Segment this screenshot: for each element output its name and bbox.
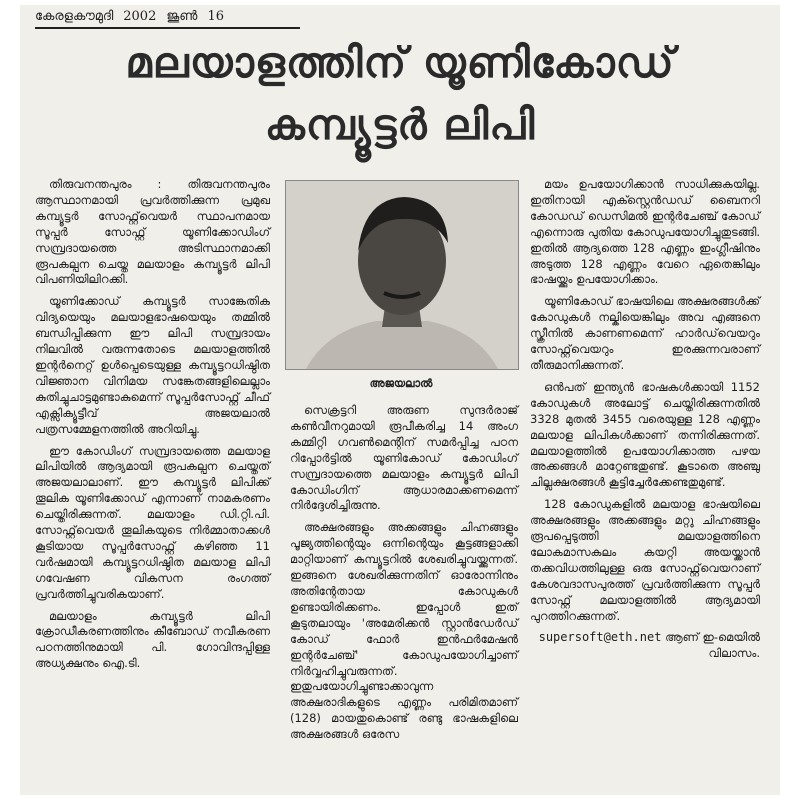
headline-line-2: കമ്പ്യൂട്ടർ ലിപി [264,100,536,149]
paragraph: 128 കോഡുകളിൽ മലയാള ഭാഷയിലെ അക്ഷരങ്ങളും അക്കങ്ങളും മറ്റു ചിഹ്നങ്ങളും രൂപപ്പെടുത്തി മലയാളത്തിനെ ലോകമാസകലം കയറ്റി അയയ്ക്കാൻ തക്കവിധത്തിലുള്ള ഒരു സോഫ്റ്റ്‌വെയറാണ് കേശവദാസപുരത്ത് പ്രവർത്തിക്കുന്ന സൂപ്പർ സോഫ്റ്റ് മലയാളത്തിൽ ആദ്യമായി പുറത്തിറക്കുന്നത്. [530,497,760,623]
masthead [35,5,300,29]
email-suffix: ആണ് ഇ-മെയിൽ വിലാസം. [665,630,760,661]
paragraph: സെക്രട്ടറി അരുണ സുന്ദർരാജ് കൺവീനറുമായി രൂപീകരിച്ച 14 അംഗ കമ്മിറ്റി ഗവൺമെന്റിന് സമർപ്പിച്ച പഠന റിപ്പോർട്ടിൽ യൂണികോഡ് കോഡിംഗ് സമ്പ്രദായത്തെ മലയാളം കമ്പ്യൂട്ടർ ലിപി കോഡിംഗിന് ആധാരമാക്കണമെന്ന് നിർദ്ദേശിച്ചിരുന്നു. [290,403,518,513]
masthead-paper: കേരളകൗമുദി [35,8,114,24]
photo-caption: അജയലാൽ [369,377,433,390]
paragraph: ഈ കോഡിംഗ് സമ്പ്രദായത്തെ മലയാള ലിപിയിൽ ആദ്യമായി രൂപകല്പന ചെയ്തത് അജയലാലാണ്. ഈ കമ്പ്യൂട്ടർ ലിപിക്ക് തൂലിക യൂണിക്കോഡ് എന്നാണ് നാമകരണം ചെയ്തിരിക്കുന്നത്. മലയാളം ഡി.റ്റി.പി. സോഫ്റ്റ്‌വെയർ തൂലികയുടെ നിർമ്മാതാക്കൾ കൂടിയായ സൂപ്പർസോഫ്റ്റ് കഴിഞ്ഞ 11 വർഷമായി കമ്പ്യൂട്ടറധിഷ്ഠിത മലയാള ലിപി ഗവേഷണ വികസന രംഗത്ത് പ്രവർത്തിച്ചുവരികയാണ്. [35,443,270,601]
headline-line-1: മലയാളത്തിന് യൂണികോഡ് [125,38,675,87]
masthead-year: 2002 [123,8,157,24]
email-line [530,630,760,662]
portrait-image [286,181,518,369]
article-column-3 [530,177,760,792]
newspaper-clipping [20,5,780,795]
article-column-1 [35,177,270,792]
masthead-month: ജൂൺ [166,8,198,24]
paragraph: യൂണികോഡ് ഭാഷയിലെ അക്ഷരങ്ങൾക്ക് കോഡുകൾ നല്കിയെങ്കിലും അവ എങ്ങനെ സ്ക്രീനിൽ കാണണമെന്ന് ഹാർഡ്‌വെയറും സോഫ്റ്റ്‌വെയറും ഇരക്കുന്നവരാണ് തീരുമാനിക്കുന്നത്. [530,294,760,372]
article-column-2 [290,403,518,788]
paragraph: യൂണിക്കോഡ് കമ്പ്യൂട്ടർ സാങ്കേതിക വിദ്യയെയും മലയാളഭാഷയെയും തമ്മിൽ ബന്ധിപ്പിക്കുന്ന ഈ ലിപി സമ്പ്രദായം നിലവിൽ വരുന്നതോടെ മലയാളത്തിൽ ഇന്റർനെറ്റ് ഉൾപ്പെടെയുള്ള കമ്പ്യൂട്ടറധിഷ്ഠിത വിജ്ഞാന വിനിമയ സങ്കേതങ്ങളിലെല്ലാം കുതിച്ചുചാട്ടമുണ്ടാകുമെന്ന് സൂപ്പർസോഫ്റ്റ് ചീഫ് എക്സിക്യൂട്ടീവ് അജയലാൽ പത്രസമ്മേളനത്തിൽ അറിയിച്ചു. [35,294,270,436]
paragraph: മയം ഉപയോഗിക്കാൻ സാധിക്കുകയില്ല. ഇതിനായി എക്സ്റ്റെൻഡഡ് ബൈനറി കോഡഡ് ഡെസിമൽ ഇന്റർചേഞ്ച് കോഡ് എന്നൊരു പുതിയ കോഡുപയോഗിച്ചുതുടങ്ങി. ഇതിൽ ആദ്യത്തെ 128 എണ്ണം ഇംഗ്ലീഷിനും അടുത്ത 128 എണ്ണം വേറെ ഏതെങ്കിലും ഭാഷയ്ക്കും ഉപയോഗിക്കാം. [530,177,760,287]
paragraph: തിരുവനന്തപുരം : തിരുവനന്തപുരം ആസ്ഥാനമായി പ്രവർത്തിക്കുന്ന പ്രമുഖ കമ്പ്യൂട്ടർ സോഫ്റ്റ്‌വെയർ സ്ഥാപനമായ സൂപ്പർ സോഫ്റ്റ് യൂണിക്കോഡിംഗ് സമ്പ്രദായത്തെ അടിസ്ഥാനമാക്കി രൂപകല്പന ചെയ്ത മലയാളം കമ്പ്യൂട്ടർ ലിപി വിപണിയിലിറക്കി. [35,177,270,287]
masthead-day: 16 [207,8,224,24]
paragraph: അക്ഷരങ്ങളും അക്കങ്ങളും ചിഹ്നങ്ങളും പൂജ്യത്തിന്റെയും ഒന്നിന്റെയും കൂട്ടങ്ങളാക്കി മാറ്റിയാണ് കമ്പ്യൂട്ടറിൽ ശേഖരിച്ചുവയ്ക്കുന്നത്. ഇങ്ങനെ ശേഖരിക്കുന്നതിന് ഓരോന്നിനും അതിന്റേതായ കോഡുകൾ ഉണ്ടായിരിക്കണം. ഇപ്പോൾ ഇത് കൂടുതലായും 'അമേരിക്കൻ സ്റ്റാൻഡേർഡ് കോഡ് ഫോർ ഇൻഫർമേഷൻ ഇന്റർചേഞ്ച്' കോഡുപയോഗിച്ചാണ് നിർവ്വഹിച്ചുവരുന്നത്. ഇതുപയോഗിച്ചുണ്ടാക്കാവുന്ന അക്ഷരാദികളുടെ എണ്ണം പരിമിതമാണ് (128) മായതുകൊണ്ട് രണ്ടു ഭാഷകളിലെ അക്ഷരങ്ങൾ ഒരേസ [290,520,518,742]
paragraph: ഒൻപത് ഇന്ത്യൻ ഭാഷകൾക്കായി 1152 കോഡുകൾ അലോട്ട് ചെയ്തിരിക്കുന്നതിൽ 3328 മുതൽ 3455 വരെയുള്ള 128 എണ്ണം മലയാള ലിപികൾക്കാണ് തന്നിരിക്കുന്നത്. മലയാളത്തിൽ ഉപയോഗിക്കാത്ത പഴയ അക്കങ്ങൾ മാറ്റേണ്ടതുണ്ട്. കൂടാതെ അഞ്ചു ചില്ലക്ഷരങ്ങൾ കൂട്ടിച്ചേർക്കേണ്ടതുമുണ്ട്. [530,379,760,490]
email-address: supersoft@eth.net [538,630,662,645]
portrait-photo [285,180,519,370]
paragraph: മലയാളം കമ്പ്യൂട്ടർ ലിപി ക്രോഡീകരണത്തിനും കീബോഡ് നവീകരണ പഠനത്തിനുമായി പി. ഗോവിന്ദപ്പിള്ള അധ്യക്ഷനും ഐ.ടി. [35,608,270,671]
